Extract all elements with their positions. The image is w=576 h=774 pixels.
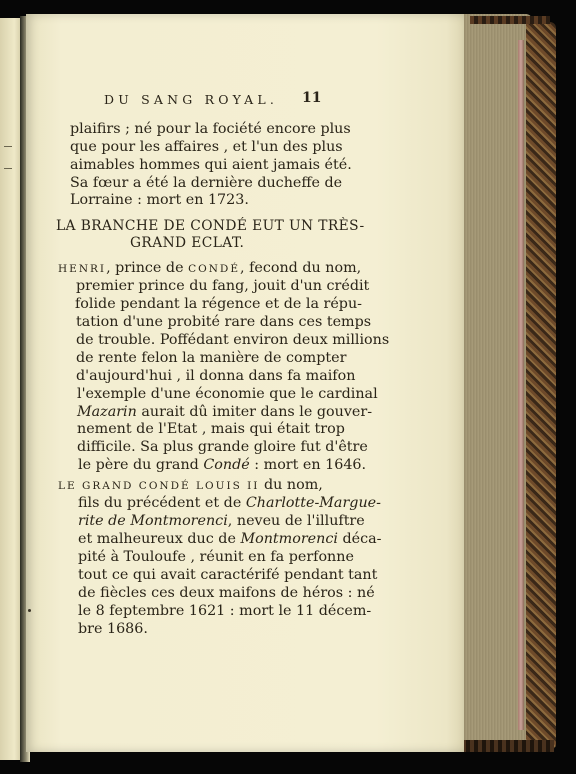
text-span: , prince de	[106, 260, 189, 276]
text-line	[78, 495, 381, 511]
text-line	[78, 513, 365, 529]
left-page-mark	[4, 146, 12, 147]
section-heading: LA BRANCHE DE CONDÉ EUT UN TRÈS-	[56, 218, 365, 234]
text-span: et malheureux duc de	[78, 531, 241, 547]
italic-name: Condé	[203, 457, 250, 473]
text-line: bre 1686.	[78, 621, 148, 637]
text-span: , fecond du nom,	[240, 260, 362, 276]
text-line: plaifirs ; né pour la fociété encore plus	[70, 121, 351, 137]
ink-speck	[28, 609, 31, 612]
text-line: d'aujourd'hui , il donna dans fa maifon	[76, 368, 356, 384]
text-line: tout ce qui avait caractérifé pendant tant	[78, 567, 378, 583]
text-span: , neveu de l'illuftre	[227, 513, 365, 529]
text-line	[78, 457, 366, 473]
text-line	[78, 531, 381, 547]
running-title: DU SANG ROYAL.	[104, 92, 279, 107]
text-span: : mort en 1646.	[249, 457, 367, 473]
page-number: 11	[302, 90, 322, 106]
text-line: nement de l'Etat , mais qui était trop	[77, 421, 345, 437]
text-line: de trouble. Poffédant environ deux millions	[76, 332, 390, 348]
text-line: difficile. Sa plus grande gloire fut d'être	[77, 439, 368, 455]
text-span: déca-	[337, 531, 382, 547]
italic-name: Mazarin	[77, 404, 137, 420]
book-cover-edge	[526, 22, 556, 750]
text-line: de rente felon la manière de compter	[76, 350, 347, 366]
small-caps-name: LE GRAND CONDÉ LOUIS II	[58, 480, 260, 492]
text-span: fils du précédent et de	[78, 495, 246, 511]
cover-bottom-edge	[462, 740, 554, 752]
italic-name: rite de Montmorenci	[78, 513, 228, 529]
text-span: aurait dû imiter dans le gouver-	[136, 404, 373, 420]
ribbon-marker	[518, 40, 524, 730]
text-span: le père du grand	[78, 457, 204, 473]
cover-top-edge	[470, 16, 550, 24]
text-line: le 8 feptembre 1621 : mort le 11 décem-	[78, 603, 372, 619]
text-line	[58, 260, 361, 277]
text-line: aimables hommes qui aient jamais été.	[70, 157, 352, 173]
text-line: de fiècles ces deux maifons de héros : né	[78, 585, 375, 601]
text-line: pité à Touloufe , réunit en fa perfonne	[78, 549, 354, 565]
left-page-mark	[4, 168, 12, 169]
text-line: folide pendant la régence et de la répu-	[75, 296, 362, 312]
section-heading: GRAND ECLAT.	[130, 235, 245, 251]
text-line	[58, 477, 323, 494]
text-line: Sa fœur a été la dernière ducheffe de	[70, 175, 343, 191]
text-line: Lorraine : mort en 1723.	[70, 192, 249, 208]
italic-name: Charlotte-Margue-	[245, 495, 381, 511]
small-caps-name: CONDÉ	[188, 263, 241, 275]
text-line: premier prince du fang, jouit d'un crédit	[76, 278, 370, 294]
italic-name: Montmorenci	[240, 531, 338, 547]
text-line: que pour les affaires , et l'un des plus	[70, 139, 343, 155]
small-caps-name: HENRI	[58, 263, 107, 275]
text-line	[77, 404, 372, 420]
text-line: l'exemple d'une économie que le cardinal	[77, 386, 378, 402]
text-span: du nom,	[259, 477, 323, 493]
text-line: tation d'une probité rare dans ces temps	[76, 314, 372, 330]
